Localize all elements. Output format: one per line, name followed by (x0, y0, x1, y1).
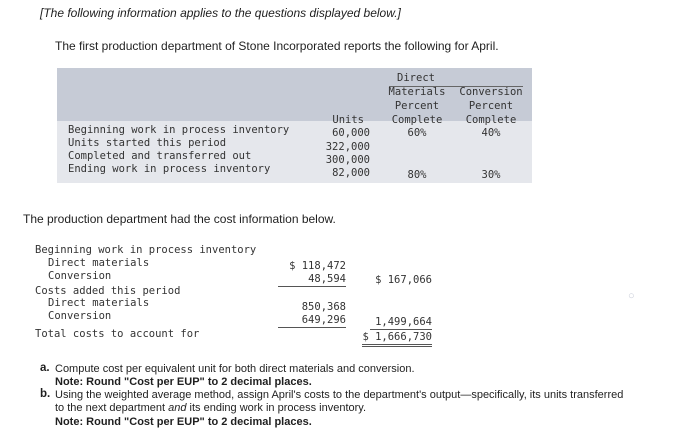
added-dm-value: 850,368 (301, 301, 346, 313)
conv-header-line2: Percent (468, 100, 514, 112)
units-header: Units (332, 114, 364, 126)
added-dm-label: Direct materials (48, 297, 150, 309)
question-b-note: Note: Round "Cost per EUP" to 2 decimal places. (55, 416, 312, 428)
row-label: Ending work in process inventory (68, 163, 271, 175)
question-a-note: Note: Round "Cost per EUP" to 2 decimal places. (55, 376, 312, 388)
dm-header-line1: Direct (397, 72, 435, 84)
question-b-marker: b. (40, 388, 51, 400)
row-label: Completed and transferred out (68, 150, 252, 162)
row-units: 82,000 (332, 167, 370, 179)
row-units: 300,000 (325, 154, 370, 166)
row-units: 322,000 (325, 141, 370, 153)
added-total: 1,499,664 (370, 316, 432, 330)
applies-note: [The following information applies to the questions displayed below.] (40, 6, 401, 20)
intro-lead: The first production department of Stone Incorporated reports the following for April. (55, 39, 499, 53)
total-costs-label: Total costs to account for (35, 328, 200, 340)
bwip-conv-label: Conversion (48, 270, 112, 282)
cost-intro: The production department had the cost information below. (23, 212, 336, 226)
circle-mark-icon: ○ (628, 290, 635, 302)
total-costs-value: $ 1,666,730 (362, 331, 432, 347)
conv-header-line1: Conversion (459, 86, 523, 98)
b-line2-and: and (168, 402, 187, 414)
question-b-text-line2 (55, 402, 366, 414)
dm-header-line4: Complete (391, 114, 443, 126)
added-conv-label: Conversion (48, 310, 112, 322)
dm-header-line3: Percent (394, 100, 440, 112)
row-units: 60,000 (332, 127, 370, 139)
dm-header-line2: Materials (388, 86, 446, 98)
row-conv-percent: 30% (481, 169, 501, 181)
bwip-dm-label: Direct materials (48, 257, 150, 269)
question-b-text-line1: Using the weighted average method, assign April's costs to the department's output—specifically, its units transferred (55, 389, 624, 401)
b-line2-prefix: to the next department (55, 402, 169, 414)
question-a-text: Compute cost per equivalent unit for both direct materials and conversion. (55, 363, 415, 375)
beginning-wip-label: Beginning work in process inventory (35, 244, 257, 256)
bwip-conv-value: 48,594 (278, 273, 346, 287)
row-dm-percent: 80% (407, 169, 427, 181)
bwip-dm-value: $ 118,472 (289, 260, 346, 272)
row-dm-percent: 60% (407, 127, 427, 139)
row-label: Units started this period (68, 137, 227, 149)
row-label: Beginning work in process inventory (68, 124, 290, 136)
b-line2-suffix: its ending work in process inventory. (186, 402, 367, 414)
conv-header-line3: Complete (465, 114, 517, 126)
costs-added-label: Costs added this period (35, 285, 181, 297)
question-a-marker: a. (40, 362, 50, 374)
bwip-total: $ 167,066 (375, 274, 432, 286)
row-conv-percent: 40% (481, 127, 501, 139)
added-conv-value: 649,296 (278, 314, 346, 328)
